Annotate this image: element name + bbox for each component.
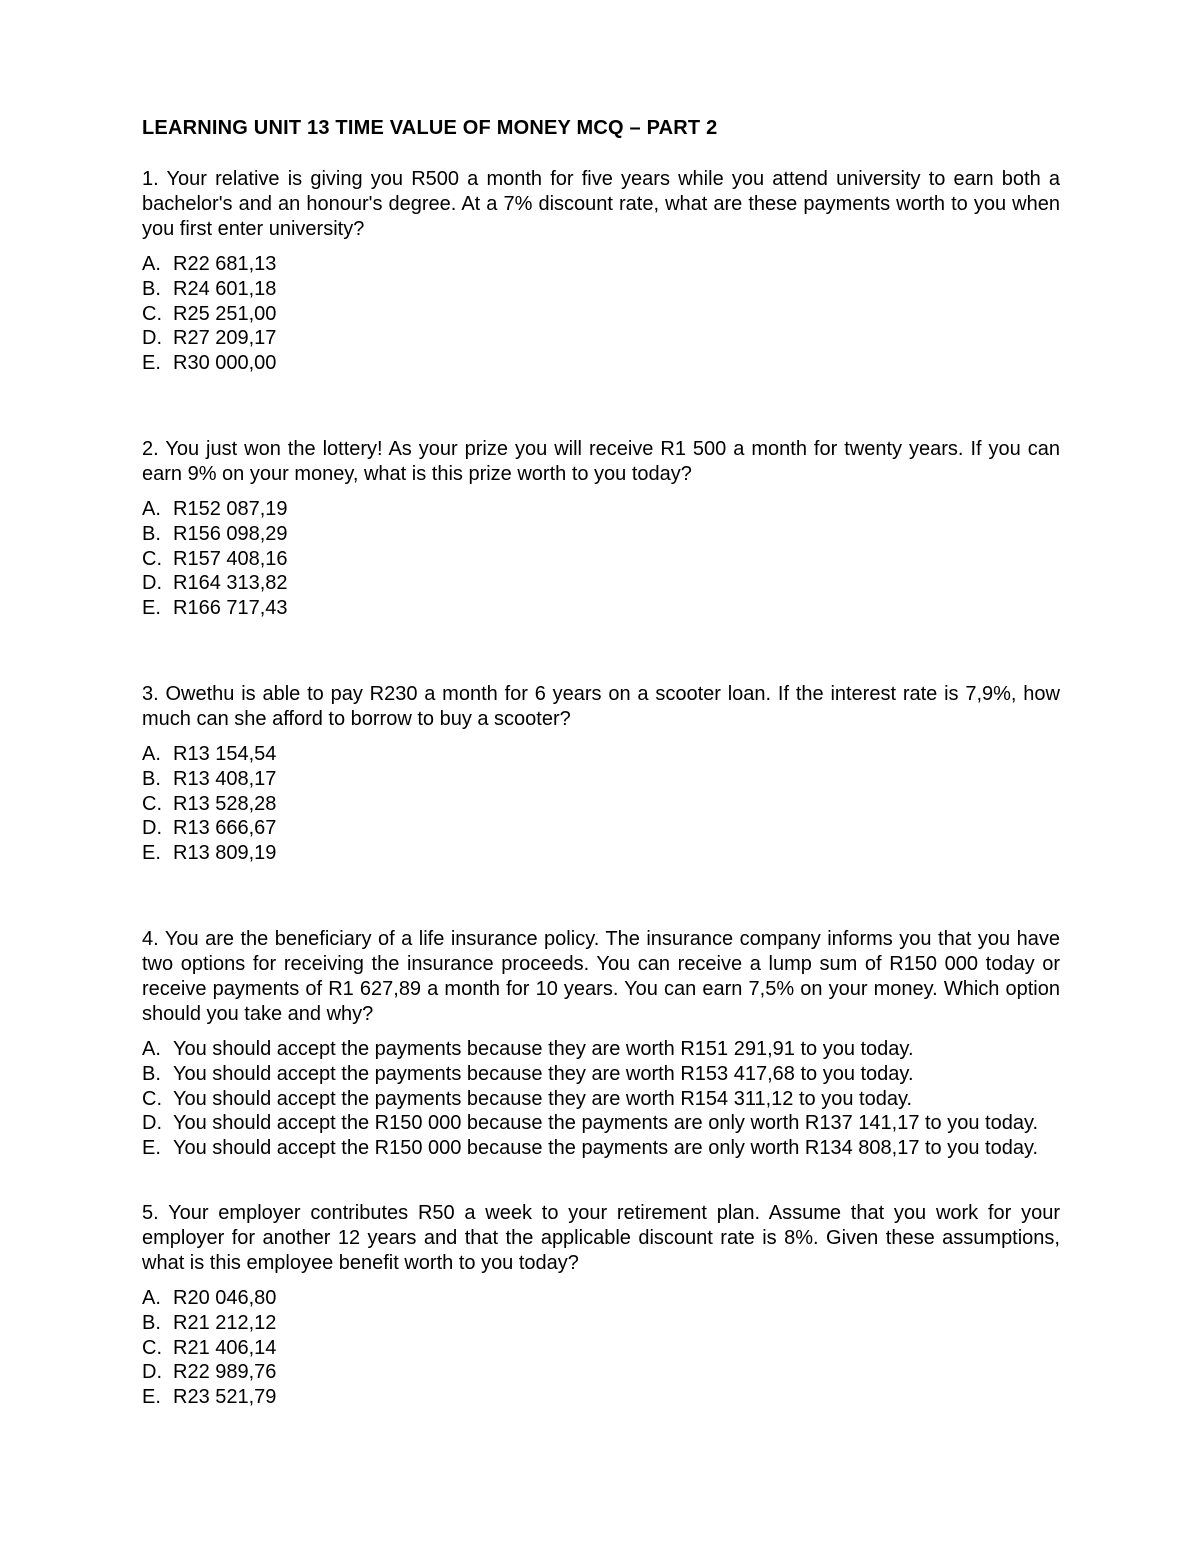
- answer-option: [142, 326, 1060, 351]
- question-stem: You are the beneficiary of a life insurance policy. The insurance company informs you that you have two options for receiving the insurance proceeds. You can receive a lump sum of R150 000 today or receive payments of R1 627,89 a month for 10 years. You can earn 7,5% on your money. Which option should you take and why?: [142, 927, 1060, 1025]
- option-text: R22 681,13: [173, 253, 277, 275]
- question-text: [142, 927, 1060, 1027]
- spacer: [142, 621, 1060, 682]
- answer-option: [142, 816, 1060, 841]
- option-letter: C.: [142, 1336, 162, 1359]
- answer-option: [142, 547, 1060, 572]
- answer-option: [142, 252, 1060, 277]
- answer-option: [142, 1037, 1060, 1062]
- question-1: [142, 167, 1060, 376]
- option-letter: C.: [142, 792, 162, 815]
- answer-option: [142, 1360, 1060, 1385]
- option-letter: E.: [142, 597, 161, 620]
- option-text: R156 098,29: [173, 522, 288, 545]
- option-text: R13 809,19: [173, 842, 277, 865]
- option-letter: B.: [142, 1062, 161, 1085]
- option-text: R152 087,19: [173, 497, 288, 520]
- option-letter: D.: [142, 1361, 162, 1384]
- question-number: 3.: [142, 682, 159, 705]
- option-text: R22 989,76: [173, 1361, 277, 1384]
- answer-options: [142, 742, 1060, 866]
- option-text: R21 406,14: [173, 1336, 277, 1359]
- answer-option: [142, 351, 1060, 376]
- option-letter: E.: [142, 1137, 161, 1160]
- option-text: You should accept the R150 000 because the payments are only worth R137 141,17 to you today.: [173, 1112, 1039, 1135]
- question-2: [142, 437, 1060, 621]
- option-text: R13 408,17: [173, 767, 277, 790]
- option-text: R23 521,79: [173, 1386, 277, 1409]
- option-letter: B.: [142, 277, 161, 300]
- option-text: R20 046,80: [173, 1286, 277, 1309]
- answer-options: [142, 1286, 1060, 1410]
- question-stem: You just won the lottery! As your prize you will receive R1 500 a month for twenty years. If you can earn 9% on your money, what is this prize worth to you today?: [142, 437, 1061, 485]
- answer-options: [142, 497, 1060, 621]
- option-text: R27 209,17: [173, 327, 277, 350]
- option-letter: E.: [142, 352, 161, 375]
- option-letter: E.: [142, 1386, 161, 1409]
- option-text: R13 666,67: [173, 817, 277, 840]
- option-letter: D.: [142, 817, 162, 840]
- option-text: R164 313,82: [173, 572, 288, 595]
- option-text: You should accept the payments because they are worth R153 417,68 to you today.: [173, 1062, 914, 1085]
- answer-option: [142, 1385, 1060, 1410]
- option-letter: A.: [142, 1286, 161, 1309]
- answer-option: [142, 1111, 1060, 1136]
- answer-option: [142, 1336, 1060, 1361]
- option-letter: C.: [142, 1087, 162, 1110]
- question-text: [142, 437, 1060, 487]
- option-text: R166 717,43: [173, 597, 288, 620]
- option-text: You should accept the payments because they are worth R154 311,12 to you today.: [173, 1087, 913, 1110]
- document-page: [142, 116, 1060, 1410]
- option-letter: B.: [142, 1311, 161, 1334]
- option-letter: D.: [142, 327, 162, 350]
- answer-option: [142, 571, 1060, 596]
- option-letter: E.: [142, 842, 161, 865]
- question-number: 2.: [142, 437, 159, 460]
- option-text: R157 408,16: [173, 547, 288, 570]
- answer-options: [142, 252, 1060, 376]
- question-text: [142, 1201, 1060, 1276]
- question-stem: Your employer contributes R50 a week to your retirement plan. Assume that you work for your employer for another 12 years and that the applicable discount rate is 8%. Given these assumptions, what is this employee benefit worth to you today?: [142, 1201, 1060, 1274]
- option-text: R24 601,18: [173, 277, 277, 300]
- answer-option: [142, 522, 1060, 547]
- answer-option: [142, 497, 1060, 522]
- answer-option: [142, 841, 1060, 866]
- option-letter: C.: [142, 547, 162, 570]
- option-letter: D.: [142, 1112, 162, 1135]
- answer-option: [142, 1087, 1060, 1112]
- answer-option: [142, 767, 1060, 792]
- question-number: 1.: [142, 168, 159, 190]
- answer-option: [142, 596, 1060, 621]
- question-4: [142, 927, 1060, 1161]
- spacer: [142, 1161, 1060, 1201]
- question-text: [142, 167, 1060, 242]
- option-letter: B.: [142, 522, 161, 545]
- answer-option: [142, 1311, 1060, 1336]
- question-number: 5.: [142, 1201, 159, 1224]
- spacer: [142, 376, 1060, 437]
- answer-option: [142, 1136, 1060, 1161]
- option-text: R30 000,00: [173, 352, 277, 375]
- option-text: You should accept the payments because they are worth R151 291,91 to you today.: [173, 1037, 914, 1060]
- option-text: R13 154,54: [173, 742, 277, 765]
- option-text: You should accept the R150 000 because the payments are only worth R134 808,17 to you today.: [173, 1137, 1039, 1160]
- question-text: [142, 682, 1060, 732]
- answer-option: [142, 1062, 1060, 1087]
- option-text: R25 251,00: [173, 302, 277, 325]
- question-5: [142, 1201, 1060, 1410]
- option-letter: B.: [142, 767, 161, 790]
- document-title: LEARNING UNIT 13 TIME VALUE OF MONEY MCQ – PART 2: [142, 117, 718, 139]
- answer-option: [142, 742, 1060, 767]
- answer-option: [142, 302, 1060, 327]
- answer-options: [142, 1037, 1060, 1161]
- option-letter: A.: [142, 253, 161, 275]
- option-letter: A.: [142, 1037, 161, 1060]
- option-letter: D.: [142, 572, 162, 595]
- answer-option: [142, 1286, 1060, 1311]
- option-letter: C.: [142, 302, 162, 325]
- question-3: [142, 682, 1060, 866]
- answer-option: [142, 792, 1060, 817]
- option-text: R21 212,12: [173, 1311, 277, 1334]
- question-number: 4.: [142, 927, 159, 950]
- option-letter: A.: [142, 742, 161, 765]
- option-text: R13 528,28: [173, 792, 277, 815]
- question-stem: Owethu is able to pay R230 a month for 6 years on a scooter loan. If the interest rate is 7,9%, how much can she afford to borrow to buy a scooter?: [142, 682, 1060, 730]
- option-letter: A.: [142, 497, 161, 520]
- answer-option: [142, 277, 1060, 302]
- spacer: [142, 866, 1060, 927]
- question-stem: Your relative is giving you R500 a month for five years while you attend university to earn both a bachelor's and an honour's degree. At a 7% discount rate, what are these payments worth to you when you first enter university?: [142, 168, 1060, 240]
